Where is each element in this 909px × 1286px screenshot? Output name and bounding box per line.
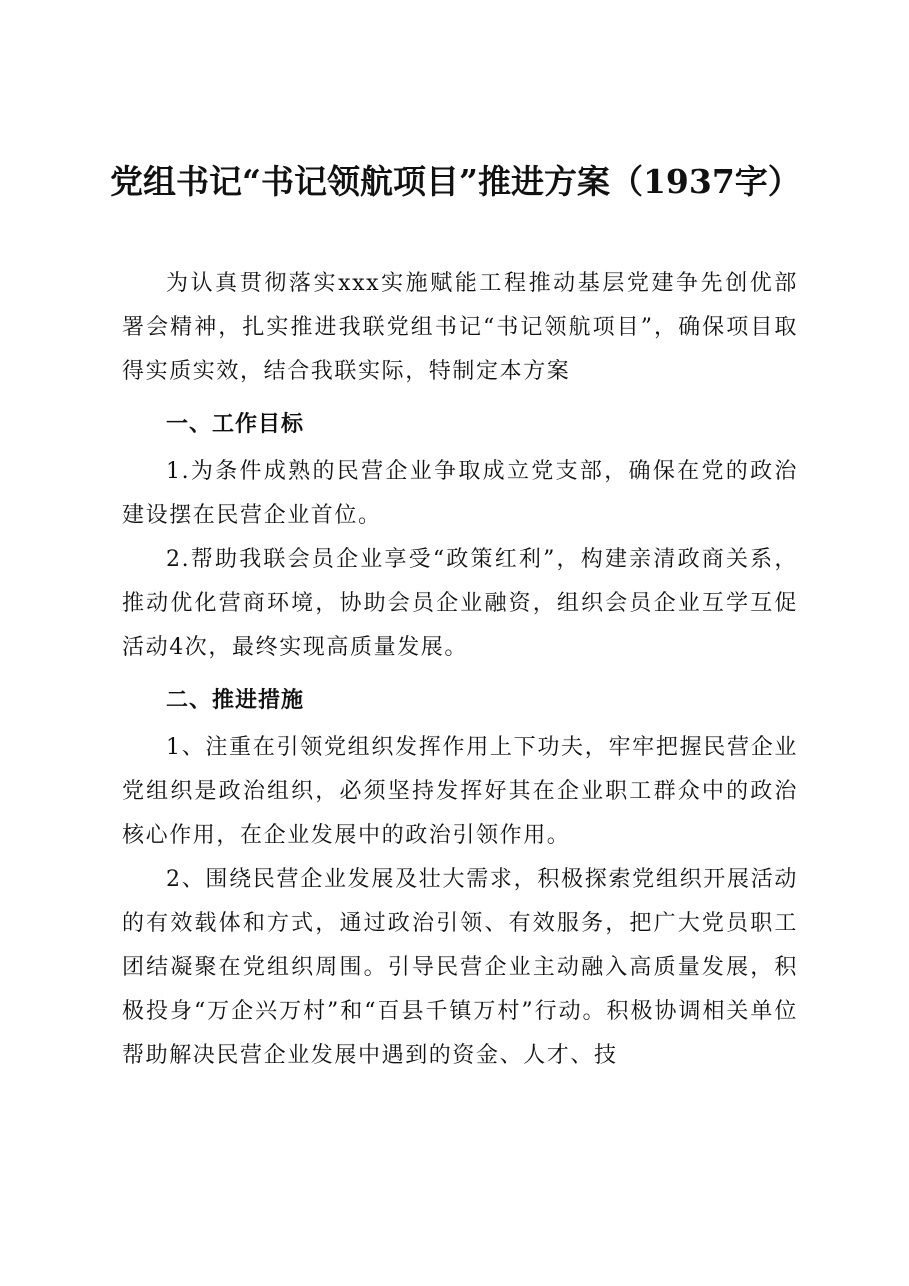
goals-paragraph-2: 2.帮助我联会员企业享受“政策红利”，构建亲清政商关系，推动优化营商环境，协助会员企业融资，组织会员企业互学互促活动4次，最终实现高质量发展。 (122, 547, 798, 660)
measures-paragraph-1: 1、注重在引领党组织发挥作用上下功夫，牢牢把握民营企业党组织是政治组织，必须坚持发挥好其在企业职工群众中的政治核心作用，在企业发展中的政治引领作用。 (122, 735, 798, 848)
section-heading-goals: 一、工作目标 (166, 412, 305, 437)
document-title: 党组书记“书记领航项目”推进方案（1937字） (110, 162, 801, 201)
goals-paragraph-1: 1.为条件成熟的民营企业争取成立党支部，确保在党的政治建设摆在民营企业首位。 (122, 459, 798, 528)
document-body (122, 262, 798, 1078)
measures-paragraph-2: 2、围绕民营企业发展及壮大需求，积极探索党组织开展活动的有效载体和方式，通过政治引领、有效服务，把广大党员职工团结凝聚在党组织周围。引导民营企业主动融入高质量发展，积极投身“万企兴万村”和“百县千镇万村”行动。积极协调相关单位帮助解决民营企业发展中遇到的资金、人才、技 (122, 867, 798, 1068)
intro-paragraph: 为认真贯彻落实xxx实施赋能工程推动基层党建争先创优部署会精神，扎实推进我联党组书记“书记领航项目”，确保项目取得实质实效，结合我联实际，特制定本方案 (122, 271, 798, 384)
section-heading-measures: 二、推进措施 (166, 688, 305, 713)
